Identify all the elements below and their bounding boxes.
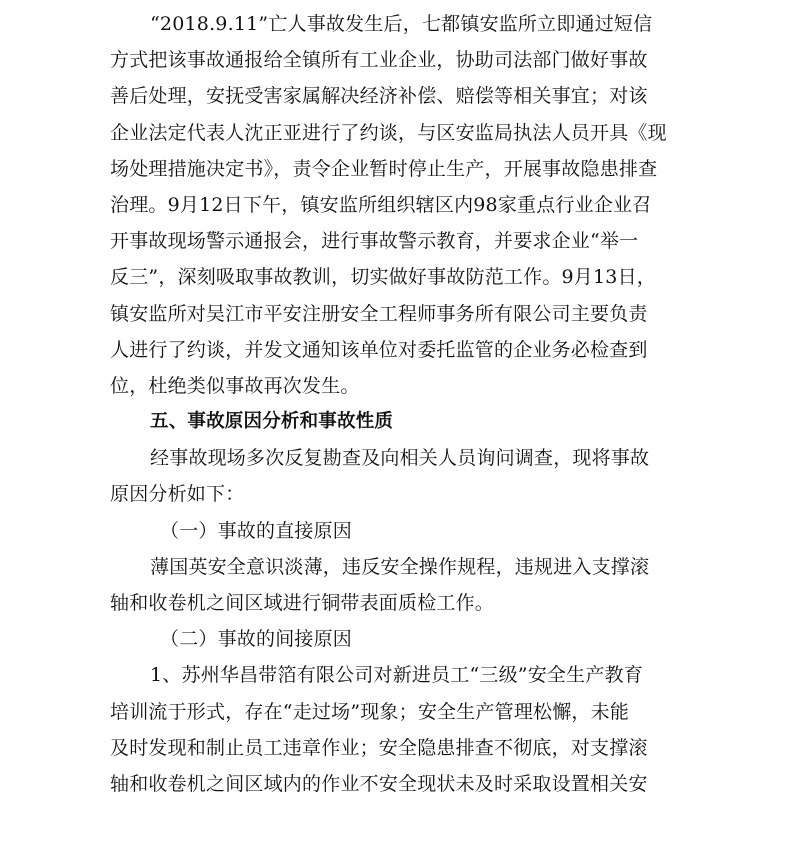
document-page: [110, 6, 700, 802]
paragraph-line: 善后处理，安抚受害家属解决经济补偿、赔偿等相关事宜；对该: [110, 85, 648, 108]
paragraph-line: 人进行了约谈，并发文通知该单位对委托监管的企业务必检查到: [110, 338, 648, 361]
paragraph-line: 镇安监所对吴江市平安注册安全工程师事务所有限公司主要负责: [110, 302, 648, 325]
paragraph-line: 反三”，深刻吸取事故教训，切实做好事故防范工作。9月13日，: [110, 266, 656, 289]
paragraph-line: 位，杜绝类似事故再次发生。: [110, 374, 360, 397]
paragraph-line: 及时发现和制止员工违章作业；安全隐患排查不彻底，对支撑滚: [110, 736, 648, 759]
paragraph-line: 轴和收卷机之间区域进行铜带表面质检工作。: [110, 592, 495, 614]
paragraph-line: 培训流于形式，存在“走过场”现象；安全生产管理松懈，未能: [110, 700, 630, 723]
section-heading: 五、事故原因分析和事故性质: [150, 411, 394, 433]
paragraph-line: 企业法定代表人沈正亚进行了约谈，与区安监局执法人员开具《现: [110, 121, 667, 144]
paragraph-line: 1、苏州华昌带箔有限公司对新进员工“三级”安全生产教育: [150, 664, 643, 687]
subsection-heading: （二）事故的间接原因: [160, 628, 353, 651]
paragraph-line: 经事故现场多次反复勘查及向相关人员询问调查，现将事故: [150, 447, 650, 470]
paragraph-line: “2018.9.11”亡人事故发生后，七都镇安监所立即通过短信: [150, 13, 653, 35]
subsection-heading: （一）事故的直接原因: [160, 519, 353, 542]
paragraph-line: 场处理措施决定书》，责令企业暂时停止生产，开展事故隐患排查: [110, 157, 658, 180]
paragraph-line: 薄国英安全意识淡薄，违反安全操作规程，违规进入支撑滚: [150, 555, 650, 578]
paragraph-line: 原因分析如下：: [110, 483, 245, 506]
paragraph-line: 治理。9月12日下午，镇安监所组织辖区内98家重点行业企业召: [110, 193, 652, 216]
paragraph-line: 方式把该事故通报给全镇所有工业企业，协助司法部门做好事故: [110, 49, 648, 72]
paragraph-line: 开事故现场警示通报会，进行事故警示教育，并要求企业“举一: [110, 230, 639, 253]
paragraph-line: 轴和收卷机之间区域内的作业不安全现状未及时采取设置相关安: [110, 772, 648, 795]
